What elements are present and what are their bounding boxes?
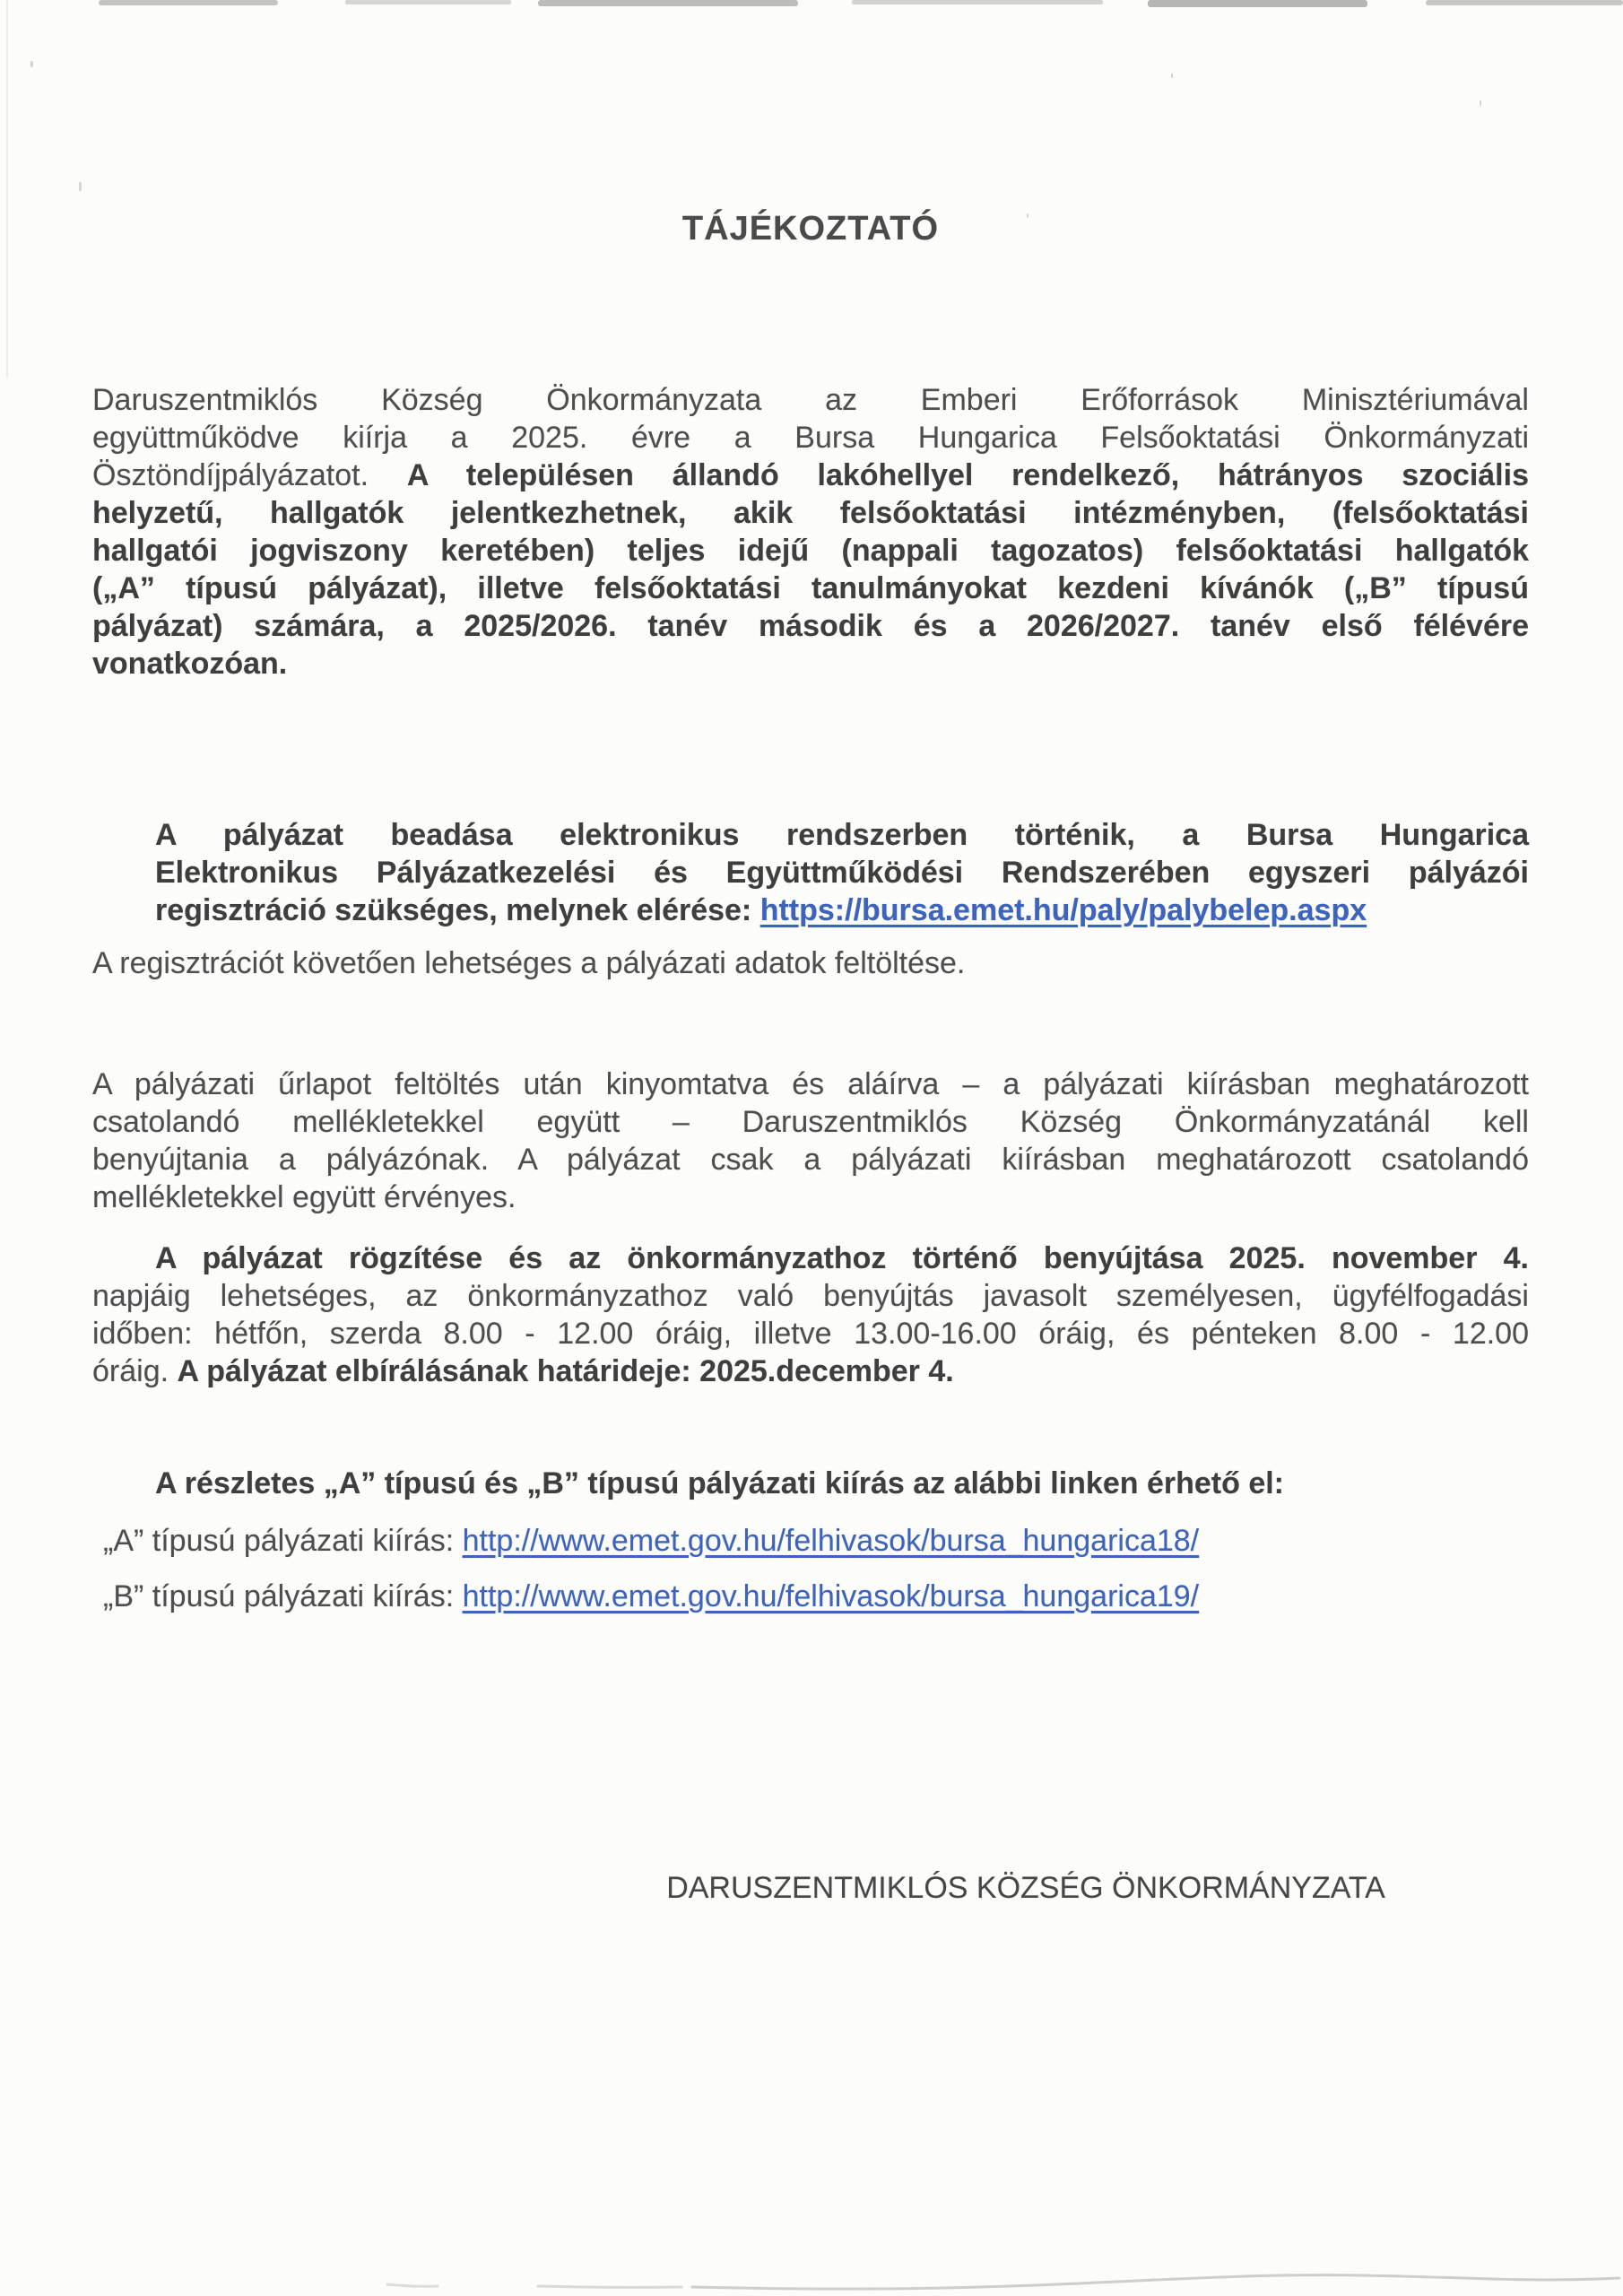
electronic-submission-paragraph (92, 816, 1529, 929)
paragraph-line: („A” típusú pályázat), illetve felsőoktatási tanulmányokat kezdeni kívánók („B” típusú (92, 571, 1529, 605)
intro-paragraph (92, 381, 1529, 683)
type-a-link-label: „A” típusú pályázati kiírás: (103, 1524, 463, 1558)
paragraph-line: együttműködve kiírja a 2025. évre a Bursa Hungarica Felsőoktatási Önkormányzati (92, 421, 1529, 455)
scan-speck (1480, 100, 1481, 106)
paragraph-line: hallgatói jogviszony keretében) teljes idejű (nappali tagozatos) felsőoktatási hallgatók (92, 534, 1529, 568)
paragraph-line: pályázat) számára, a 2025/2026. tanév második és a 2026/2027. tanév első félévére (92, 609, 1529, 643)
type-a-link-line (92, 1522, 1529, 1560)
paragraph-line: benyújtania a pályázónak. A pályázat csak a pályázati kiírásban meghatározott csatolandó (92, 1143, 1529, 1177)
scan-speck (79, 182, 82, 191)
paragraph-line: Daruszentmiklós Község Önkormányzata az Emberi Erőforrások Minisztériumával (92, 383, 1529, 417)
type-a-call-link[interactable]: http://www.emet.gov.hu/felhivasok/bursa_hungarica18/ (462, 1524, 1200, 1558)
scan-speck (30, 61, 33, 67)
paragraph-line (92, 1522, 1529, 1560)
signature-municipality: DARUSZENTMIKLÓS KÖZSÉG ÖNKORMÁNYZATA (666, 1871, 1385, 1905)
paragraph-line (92, 457, 1529, 494)
paragraph-line: mellékletekkel együtt érvényes. (92, 1180, 516, 1214)
paragraph-line (92, 891, 1529, 929)
paragraph-line: helyzetű, hallgatók jelentkezhetnek, akik felsőoktatási intézményben, (felsőoktatási (92, 496, 1529, 530)
paragraph-line (92, 1578, 1529, 1615)
paragraph-line: vonatkozóan. (92, 647, 288, 681)
document-content (0, 209, 1623, 1907)
paragraph-line: A pályázat beadása elektronikus rendszerben történik, a Bursa Hungarica (155, 818, 1529, 852)
intro-bold-text: A településen állandó lakóhellyel rendelkező, hátrányos szociális (406, 458, 1529, 492)
links-heading (92, 1465, 1529, 1502)
paragraph-line: A pályázati űrlapot feltöltés után kinyomtatva és aláírva – a pályázati kiírásban meghatározott (92, 1067, 1529, 1101)
submission-bold-text: regisztráció szükséges, melynek elérése: (155, 893, 760, 927)
type-b-link-line (92, 1578, 1529, 1615)
scan-artifact-bottom-page-edge (0, 2266, 1623, 2296)
intro-regular-text: Ösztöndíjpályázatot. (92, 458, 407, 492)
paragraph-line: Elektronikus Pályázatkezelési és Együttműködési Rendszerében egyszeri pályázói (155, 856, 1529, 890)
deadline-paragraph (92, 1239, 1529, 1390)
after-registration-paragraph (92, 944, 1529, 982)
bursa-registration-link[interactable]: https://bursa.emet.hu/paly/palybelep.aspx (759, 893, 1367, 927)
paragraph-line: A pályázat rögzítése és az önkormányzathoz történő benyújtása 2025. november 4. (155, 1241, 1529, 1275)
paragraph-line: A részletes „A” típusú és „B” típusú pályázati kiírás az alábbi linken érhető el: (155, 1466, 1284, 1500)
paragraph-line: napjáig lehetséges, az önkormányzathoz való benyújtás javasolt személyesen, ügyfélfogadási (92, 1279, 1529, 1313)
type-b-link-label: „B” típusú pályázati kiírás: (103, 1579, 463, 1613)
scan-speck (1171, 74, 1173, 78)
paragraph-line: csatolandó mellékletekkel együtt – Daruszentmiklós Község Önkormányzatánál kell (92, 1105, 1529, 1139)
paragraph-line: időben: hétfőn, szerda 8.00 - 12.00 óráig, illetve 13.00-16.00 óráig, és pénteken 8.00 - 12.00 (92, 1317, 1529, 1351)
scan-artifact-top-edge (0, 0, 1623, 13)
deadline-regular-text: óráig. (92, 1354, 178, 1388)
deadline-bold-text: A pályázat elbírálásának határideje: 2025.december 4. (177, 1354, 954, 1388)
form-submission-paragraph (92, 1065, 1529, 1216)
paragraph-line (92, 1352, 1529, 1390)
type-b-call-link[interactable]: http://www.emet.gov.hu/felhivasok/bursa_hungarica19/ (462, 1579, 1200, 1613)
document-title: TÁJÉKOZTATÓ (681, 210, 940, 248)
paragraph-line: A regisztrációt követően lehetséges a pályázati adatok feltöltése. (92, 946, 966, 980)
